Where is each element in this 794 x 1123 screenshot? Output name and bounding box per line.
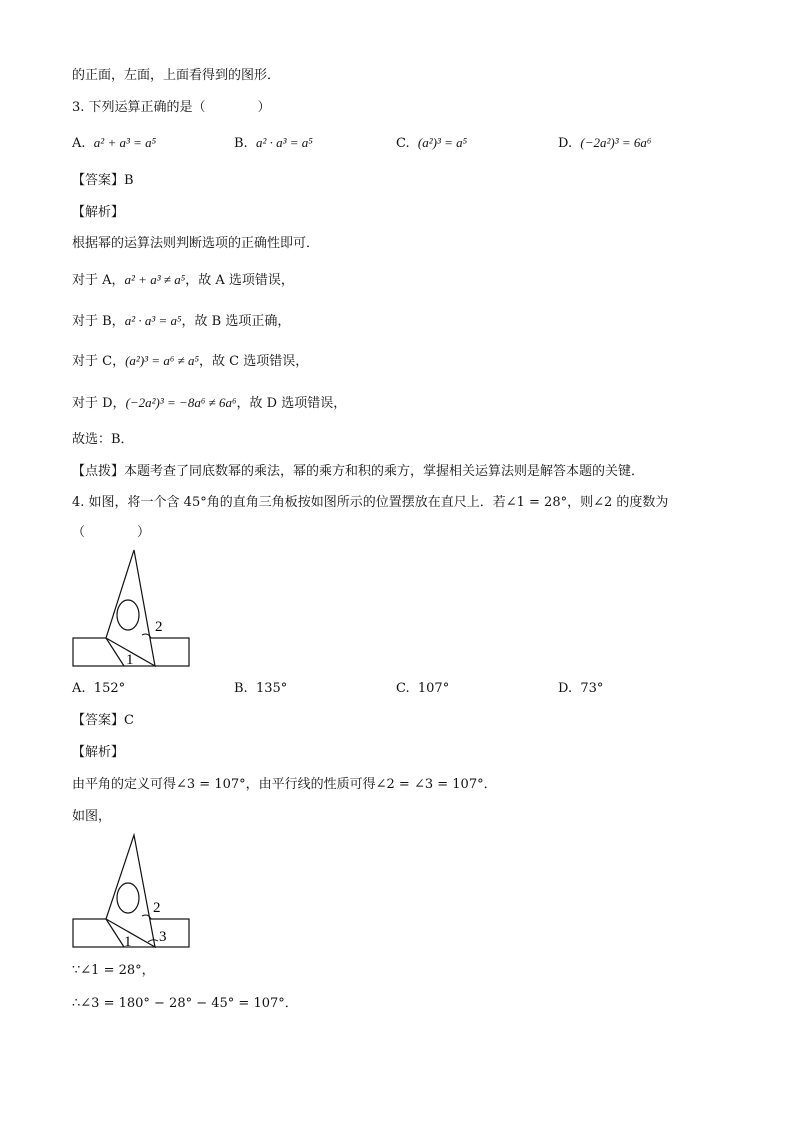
q4-therefore: ∴∠3 = 180° − 28° − 45° = 107°．	[72, 996, 298, 1011]
q3-conclusion: 故选：B．	[72, 432, 134, 447]
q3-option-d-expr: (−2a²)³ = 6a⁶	[580, 135, 652, 150]
angle2-label: 2	[155, 619, 163, 635]
q4-answer: 【答案】C	[72, 713, 134, 728]
angle2-label: 2	[153, 900, 161, 916]
q3-option-c[interactable]: C. (a²)³ = a⁵	[396, 135, 468, 151]
q4-analysis-intro: 由平角的定义可得∠3 = 107°，由平行线的性质可得∠2 = ∠3 = 107°．	[72, 777, 497, 792]
angle1-label: 1	[126, 652, 134, 668]
q4-stem-text: 如图，将一个含 45°角的直角三角板按如图所示的位置摆放在直尺上．若∠1 = 28°，则∠2 的度数为	[88, 495, 669, 510]
q3-option-d[interactable]: D. (−2a²)³ = 6a⁶	[558, 135, 652, 151]
q3-option-c-expr: (a²)³ = a⁵	[417, 135, 468, 150]
q3-stem-text: 下列运算正确的是（ ）	[88, 100, 271, 115]
q3-number: 3.	[72, 100, 85, 115]
q3-reason-b: 对于 B，a² · a³ = a⁵，故 B 选项正确，	[72, 313, 291, 329]
angle3-label: 3	[159, 929, 167, 945]
q3-option-b-expr: a² · a³ = a⁵	[255, 135, 313, 150]
q4-option-d[interactable]: D. 73°	[558, 681, 604, 696]
intro-tail: 的正面，左面，上面看得到的图形．	[72, 68, 281, 83]
q3-analysis-intro: 根据幂的运算法则判断选项的正确性即可．	[72, 236, 320, 251]
q4-number: 4.	[72, 495, 85, 510]
q3-reason-d: 对于 D，(−2a²)³ = −8a⁶ ≠ 6a⁶，故 D 选项错误，	[72, 395, 347, 411]
q3-reason-c: 对于 C，(a²)³ = a⁶ ≠ a⁵，故 C 选项错误，	[72, 353, 309, 369]
q4-figure	[72, 545, 202, 670]
q4-given: ∵∠1 = 28°，	[72, 963, 155, 978]
q3-analysis-title: 【解析】	[72, 205, 125, 220]
q3-answer: 【答案】B	[72, 173, 134, 188]
q3-tip: 【点拨】本题考查了同底数幂的乘法，幂的乘方和积的乘方，掌握相关运算法则是解答本题的关键．	[72, 464, 645, 479]
q4-stem-tail: （ ）	[72, 525, 151, 540]
q4-stem	[72, 494, 668, 512]
q3-option-a[interactable]: A. a² + a³ = a⁵	[72, 135, 157, 151]
q4-as-figure: 如图，	[72, 809, 112, 824]
q3-option-b[interactable]: B. a² · a³ = a⁵	[234, 135, 313, 151]
angle1-label: 1	[124, 934, 132, 950]
q3-stem	[72, 99, 271, 117]
q4-analysis-title: 【解析】	[72, 745, 125, 760]
q4-option-c[interactable]: C. 107°	[396, 681, 450, 696]
q3-reason-a: 对于 A，a² + a³ ≠ a⁵，故 A 选项错误，	[72, 272, 294, 288]
q4-option-b[interactable]: B. 135°	[234, 681, 288, 696]
q4-figure-analysis	[72, 830, 202, 955]
q4-option-a[interactable]: A. 152°	[72, 681, 126, 696]
q3-option-a-expr: a² + a³ = a⁵	[93, 135, 157, 150]
